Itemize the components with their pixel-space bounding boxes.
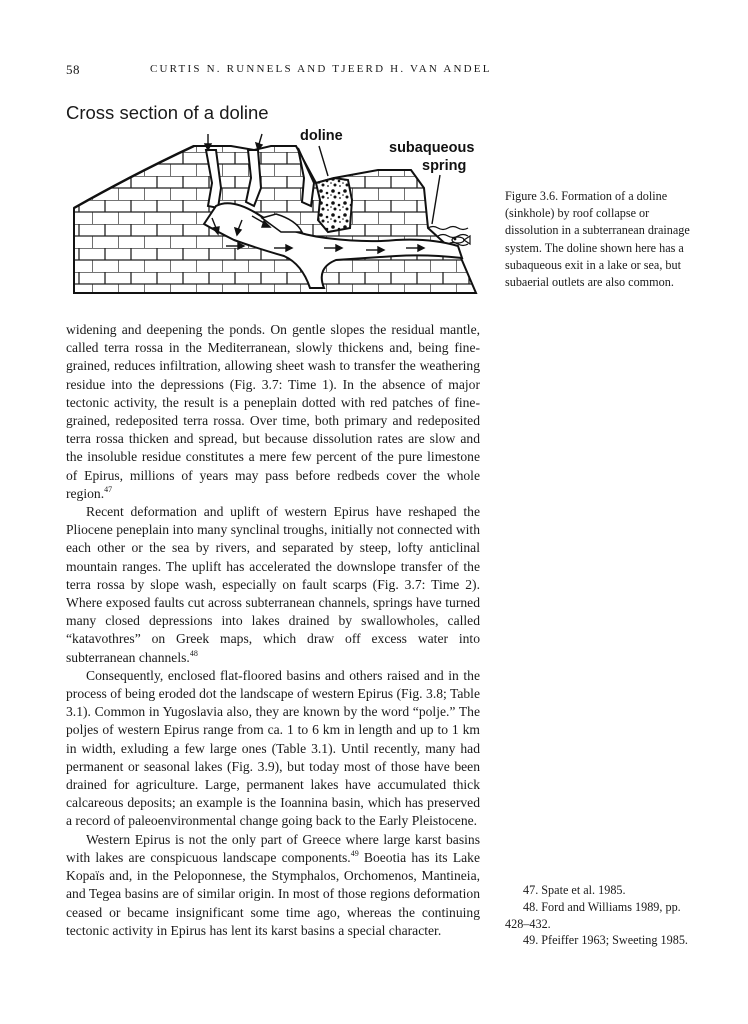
doline-cross-section-diagram — [66, 128, 486, 308]
paragraph-1: widening and deepening the ponds. On gentle slopes the residual mantle, called terra rossa in the Mediterranean, slowly thickens and, being fine-grained, reduces infiltration, allowing sheet wash to transfer the weathering residue into the depressions (Fig. 3.7: Time 1). In the absence of major tectonic activity, the result is a peneplain dotted with red patches of fine-grained, redeposited terra rossa. Over time, both primary and redeposited terra rossa thicken and spread, but because dissolution rates are slow and the insoluble residue constitutes a mere few percent of the pure limestone of Epirus, millions of years may pass before redbeds cover the whole region.$^{47}$ — [66, 322, 480, 501]
running-head: CURTIS N. RUNNELS AND TJEERD H. VAN ANDEL — [150, 63, 492, 75]
footnote-48: 48. Ford and Williams 1989, pp. 428–432. — [505, 899, 681, 931]
paragraph-3: Consequently, enclosed flat-floored basins and others raised and in the process of being eroded dot the landscape of western Epirus (Fig. 3.8; Table 3.1). Common in Yugoslavia also, they are known by the word “polje.” The poljes of western Epirus range from ca. 1 to 6 km in length and up to 1 km in width, exluding a few large ones (Table 3.1). Until recently, many had permanent or seasonal lakes (Fig. 3.9), but today most of those have been drained for agriculture. Large, permanent lakes have accumulated thick calcareous deposits; an example is the Ioannina basin, which has preserved a record of paleoenvironmental change going back to the Early Pleistocene. — [66, 667, 480, 829]
body-text — [66, 321, 480, 940]
figure-caption: Figure 3.6. Formation of a doline (sinkhole) by roof collapse or dissolution in a subterranean drainage system. The doline shown here has a subaqueous exit in a lake or sea, but subaerial outlets are also common. — [505, 189, 690, 290]
label-subaqueous: subaqueous — [389, 140, 475, 156]
footnote-49: 49. Pfeiffer 1963; Sweeting 1985. — [523, 933, 688, 948]
footnote-ref-47[interactable]: 47 — [104, 484, 113, 494]
label-doline: doline — [300, 128, 343, 144]
footnotes — [505, 882, 705, 949]
footnote-47: 47. Spate et al. 1985. — [523, 883, 626, 897]
paragraph-4: Western Epirus is not the only part of Greece where large karst basins with lakes are conspicuous landscape components.$^{49}$ Boeotia has its Lake Kopaïs and, in the Peloponnese, the Stymphalos, Orchomenos, Mantineia, and Tegea basins are of similar origin. In most of those regions deformation ceased or became insignificant some time ago, whereas the continuing tectonic activity in Epirus has lent its karst basins a special character. — [66, 831, 480, 938]
label-spring: spring — [422, 158, 467, 174]
doline-rubble-fill — [316, 178, 352, 232]
footnote-ref-49[interactable]: 49 — [350, 848, 359, 858]
footnote-ref-48[interactable]: 48 — [189, 648, 198, 658]
figure-title: Cross section of a doline — [66, 102, 269, 123]
page-number: 58 — [66, 62, 80, 77]
fish-icon — [452, 236, 470, 244]
paragraph-2: Recent deformation and uplift of western Epirus have reshaped the Pliocene peneplain into many synclinal troughs, initially not connected with each other or the sea by rivers, and separated by steep, lofty anticlinal mountain ranges. The uplift has accelerated the downslope transfer of the terra rossa by slope wash, especially on fault scarps (Fig. 3.7: Time 2). Where exposed faults cut across subterranean channels, springs have turned many closed depressions into lakes drained by swallowholes, called “katavothres” on Greek maps, which draw off excess water into subterranean channels.$^{48}$ — [66, 504, 480, 665]
